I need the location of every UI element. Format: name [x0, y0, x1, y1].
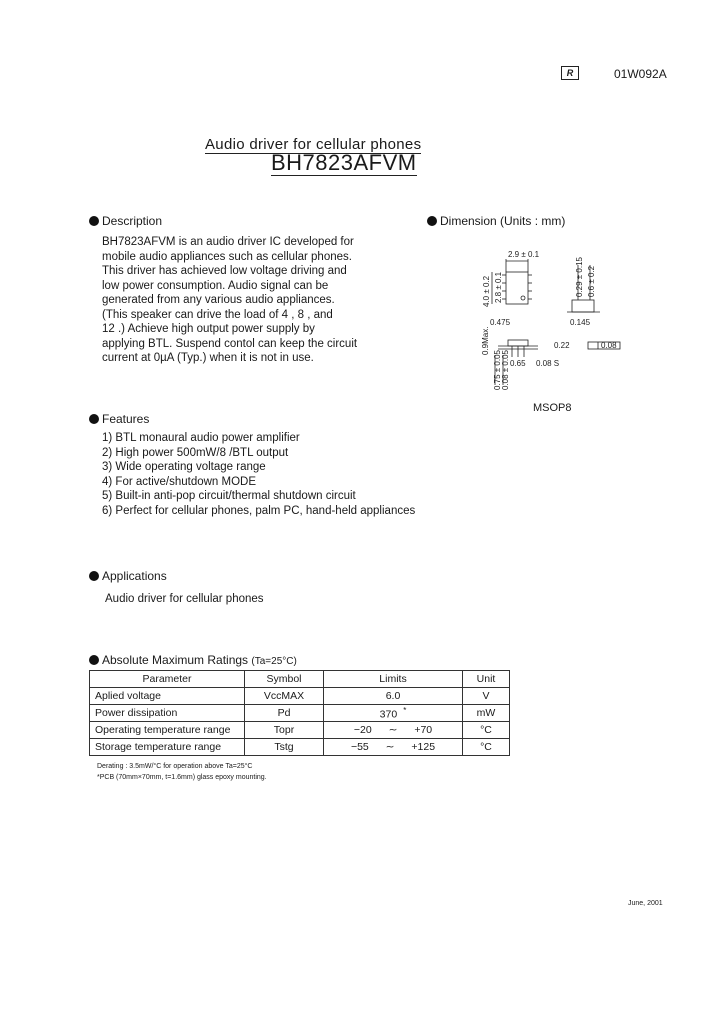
limits-cell: −20 ∼ +70	[324, 722, 463, 739]
bullet-icon	[427, 216, 437, 226]
ratings-table	[89, 670, 510, 756]
dim-label: 0.6 ± 0.2	[587, 265, 596, 297]
column-header: Limits	[324, 671, 463, 688]
applications-heading: Applications	[89, 569, 167, 583]
dim-label: 0.75 ± 0.05	[493, 350, 502, 390]
param-cell: Operating temperature range	[90, 722, 245, 739]
applications-text: Audio driver for cellular phones	[105, 593, 264, 605]
unit-cell: mW	[463, 705, 510, 722]
symbol-cell: Topr	[245, 722, 324, 739]
feature-item: 4) For active/shutdown MODE	[102, 475, 257, 488]
param-cell: Storage temperature range	[90, 739, 245, 756]
unit-cell: °C	[463, 722, 510, 739]
table-row	[90, 688, 510, 705]
features-list	[102, 431, 415, 518]
description-heading: Description	[89, 214, 162, 228]
document-number: 01W092A	[614, 67, 667, 81]
description-line: generated from any various audio appliances.	[102, 294, 335, 306]
package-name: MSOP8	[533, 402, 572, 414]
bullet-icon	[89, 414, 99, 424]
description-line: applying BTL. Suspend contol can keep the circuit	[102, 337, 358, 350]
unit-cell: °C	[463, 739, 510, 756]
features-heading: Features	[89, 412, 149, 426]
dim-label: 0.08 S	[536, 359, 560, 368]
table-row	[90, 722, 510, 739]
column-header: Symbol	[245, 671, 324, 688]
table-header-row	[90, 671, 510, 688]
note-line: *PCB (70mm×70mm, t=1.6mm) glass epoxy mounting.	[97, 774, 267, 781]
footnote-mark: *	[403, 705, 407, 715]
company-logo: R	[561, 66, 579, 80]
feature-item: 1) BTL monaural audio power amplifier	[102, 432, 300, 444]
footer-date: June, 2001	[628, 900, 663, 907]
table-row	[90, 705, 510, 722]
param-cell: Aplied voltage	[90, 688, 245, 705]
description-line: mobile audio appliances such as cellular phones.	[102, 250, 352, 263]
description-line: 12 .) Achieve high output power supply by	[102, 323, 315, 335]
symbol-cell: Pd	[245, 705, 324, 722]
document-title: Audio driver for cellular phones	[205, 136, 422, 153]
bullet-icon	[89, 655, 99, 665]
description-body	[102, 235, 402, 366]
dim-label: 0.65	[510, 359, 526, 368]
ratings-heading: Absolute Maximum Ratings (Ta=25°C)	[89, 653, 297, 667]
ratings-condition: (Ta=25°C)	[251, 656, 297, 667]
limits-cell: 370 *	[324, 705, 463, 722]
symbol-cell: VccMAX	[245, 688, 324, 705]
limits-cell: 6.0	[324, 688, 463, 705]
bullet-icon	[89, 216, 99, 226]
param-cell: Power dissipation	[90, 705, 245, 722]
description-line: (This speaker can drive the load of 4 , 8 , and	[102, 308, 333, 321]
dim-label: 2.8 ± 0.1	[494, 271, 503, 303]
feature-item: 5) Built-in anti-pop circuit/thermal shutdown circuit	[102, 490, 356, 502]
description-line: current at 0µA (Typ.) when it is not in use.	[102, 352, 314, 364]
table-row	[90, 739, 510, 756]
package-side-view	[572, 300, 594, 312]
package-dimension-drawing	[470, 245, 630, 393]
bullet-icon	[89, 571, 99, 581]
pin1-mark	[521, 296, 525, 300]
dim-label: 0.9Max.	[481, 326, 490, 355]
dim-label: 0.475	[490, 318, 511, 327]
dim-label: 4.0 ± 0.2	[482, 275, 491, 307]
limits-cell: −55 ∼ +125	[324, 739, 463, 756]
dim-label: 0.22	[554, 341, 570, 350]
column-header: Unit	[463, 671, 510, 688]
description-line: This driver has achieved low voltage driving and	[102, 265, 347, 277]
unit-cell: V	[463, 688, 510, 705]
symbol-cell: Tstg	[245, 739, 324, 756]
part-number: BH7823AFVM	[271, 150, 417, 175]
description-line: low power consumption. Audio signal can be	[102, 279, 329, 292]
package-front-view	[508, 340, 528, 346]
dimension-heading: Dimension (Units : mm)	[427, 214, 565, 228]
dim-label: 0.08	[601, 341, 617, 350]
column-header: Parameter	[90, 671, 245, 688]
dim-label: 2.9 ± 0.1	[508, 250, 540, 259]
description-line: BH7823AFVM is an audio driver IC developed for	[102, 236, 354, 248]
dim-label: 0.29 ± 0.15	[575, 257, 584, 297]
feature-item: 6) Perfect for cellular phones, palm PC, hand-held appliances	[102, 504, 416, 517]
note-line: Derating : 3.5mW/°C for operation above Ta=25°C	[97, 763, 253, 770]
dim-label: 0.145	[570, 318, 591, 327]
feature-item: 3) Wide operating voltage range	[102, 461, 266, 473]
dim-label: 0.08 ± 0.05	[501, 350, 510, 390]
feature-item: 2) High power 500mW/8 /BTL output	[102, 446, 289, 459]
ratings-notes	[97, 761, 267, 783]
